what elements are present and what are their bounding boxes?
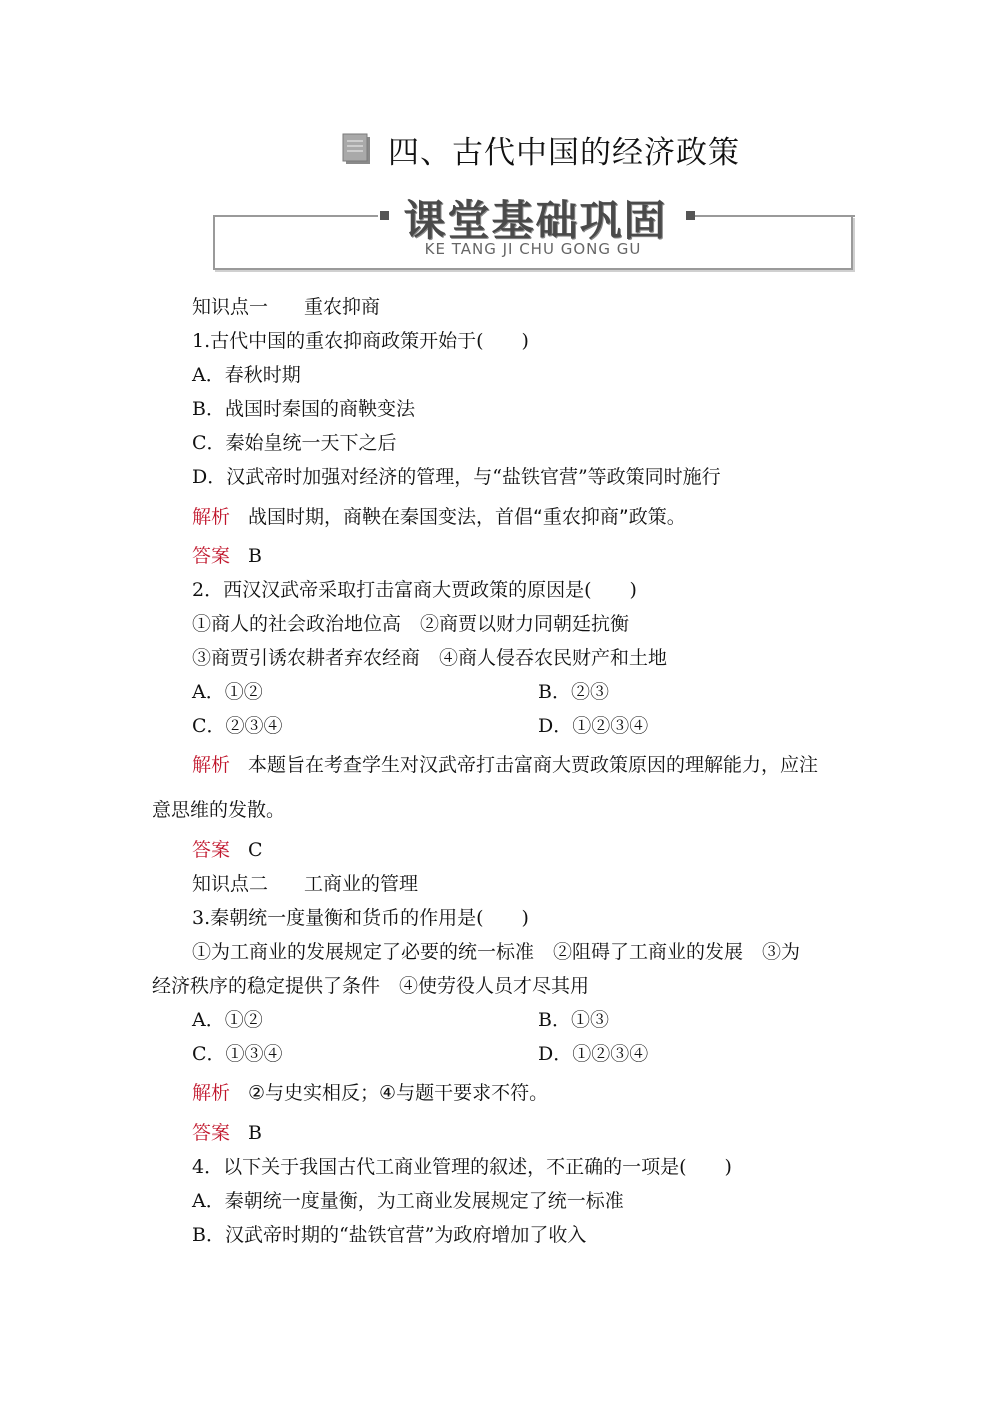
q3-analysis-text: ②与史实相反；④与题干要求不符。: [248, 1082, 549, 1104]
q1-answer: [192, 543, 262, 569]
section-banner: [213, 188, 855, 272]
analysis-label: 解析: [192, 754, 231, 776]
section-topic: 重农抑商: [304, 296, 381, 318]
q3-stem: 3.秦朝统一度量衡和货币的作用是( ): [192, 907, 529, 929]
q3-option-a: A．①②: [192, 1009, 263, 1031]
q2-answer-value: C: [248, 839, 263, 861]
q1-option-a: A．春秋时期: [192, 364, 301, 386]
page-header: [340, 126, 740, 172]
q2-analysis-text-2: 意思维的发散。: [152, 799, 286, 821]
q4-stem: 4．以下关于我国古代工商业管理的叙述，不正确的一项是( ): [192, 1156, 732, 1178]
q2-items-2: ③商贾引诱农耕者弃农经商 ④商人侵吞农民财产和土地: [192, 647, 668, 669]
section-heading-2: [192, 871, 418, 897]
q4-option-a: A．秦朝统一度量衡，为工商业发展规定了统一标准: [192, 1190, 624, 1212]
q2-items-1: ①商人的社会政治地位高 ②商贾以财力同朝廷抗衡: [192, 613, 630, 635]
q3-items-2: 经济秩序的稳定提供了条件 ④使劳役人员才尽其用: [152, 975, 590, 997]
q3-answer: [192, 1120, 262, 1146]
section-label: 知识点二: [192, 873, 269, 895]
q3-analysis: [192, 1080, 548, 1106]
q3-option-b: B．①③: [538, 1009, 609, 1031]
answer-label: 答案: [192, 839, 231, 861]
q3-option-c: C．①③④: [192, 1043, 283, 1065]
q2-analysis: [192, 752, 818, 778]
q2-option-a: A．①②: [192, 681, 263, 703]
q1-option-c: C．秦始皇统一天下之后: [192, 432, 397, 454]
q3-answer-value: B: [248, 1122, 262, 1144]
answer-label: 答案: [192, 545, 231, 567]
page-title: 四、古代中国的经济政策: [388, 134, 740, 171]
q3-option-d: D．①②③④: [538, 1043, 649, 1065]
section-topic: 工商业的管理: [304, 873, 419, 895]
q2-option-b: B．②③: [538, 681, 609, 703]
q1-analysis-text: 战国时期，商鞅在秦国变法，首倡“重农抑商”政策。: [248, 506, 686, 528]
book-icon: [340, 132, 374, 166]
section-heading-1: [192, 294, 380, 320]
analysis-label: 解析: [192, 506, 231, 528]
answer-label: 答案: [192, 1122, 231, 1144]
q2-option-c: C．②③④: [192, 715, 283, 737]
analysis-label: 解析: [192, 1082, 231, 1104]
q2-answer: [192, 837, 263, 863]
banner-subtitle: KE TANG JI CHU GONG GU: [424, 240, 642, 258]
q2-option-d: D．①②③④: [538, 715, 649, 737]
q1-stem: 1.古代中国的重农抑商政策开始于( ): [192, 330, 529, 352]
q2-stem: 2．西汉汉武帝采取打击富商大贾政策的原因是( ): [192, 579, 637, 601]
q1-answer-value: B: [248, 545, 262, 567]
q1-option-d: D．汉武帝时加强对经济的管理，与“盐铁官营”等政策同时施行: [192, 466, 721, 488]
q1-option-b: B．战国时秦国的商鞅变法: [192, 398, 415, 420]
banner-title: 课堂基础巩固: [403, 196, 668, 245]
q3-items-1: ①为工商业的发展规定了必要的统一标准 ②阻碍了工商业的发展 ③为: [192, 941, 801, 963]
q1-analysis: [192, 504, 686, 530]
section-label: 知识点一: [192, 296, 269, 318]
q2-analysis-text-1: 本题旨在考查学生对汉武帝打击富商大贾政策原因的理解能力，应注: [248, 754, 819, 776]
q4-option-b: B．汉武帝时期的“盐铁官营”为政府增加了收入: [192, 1224, 587, 1246]
